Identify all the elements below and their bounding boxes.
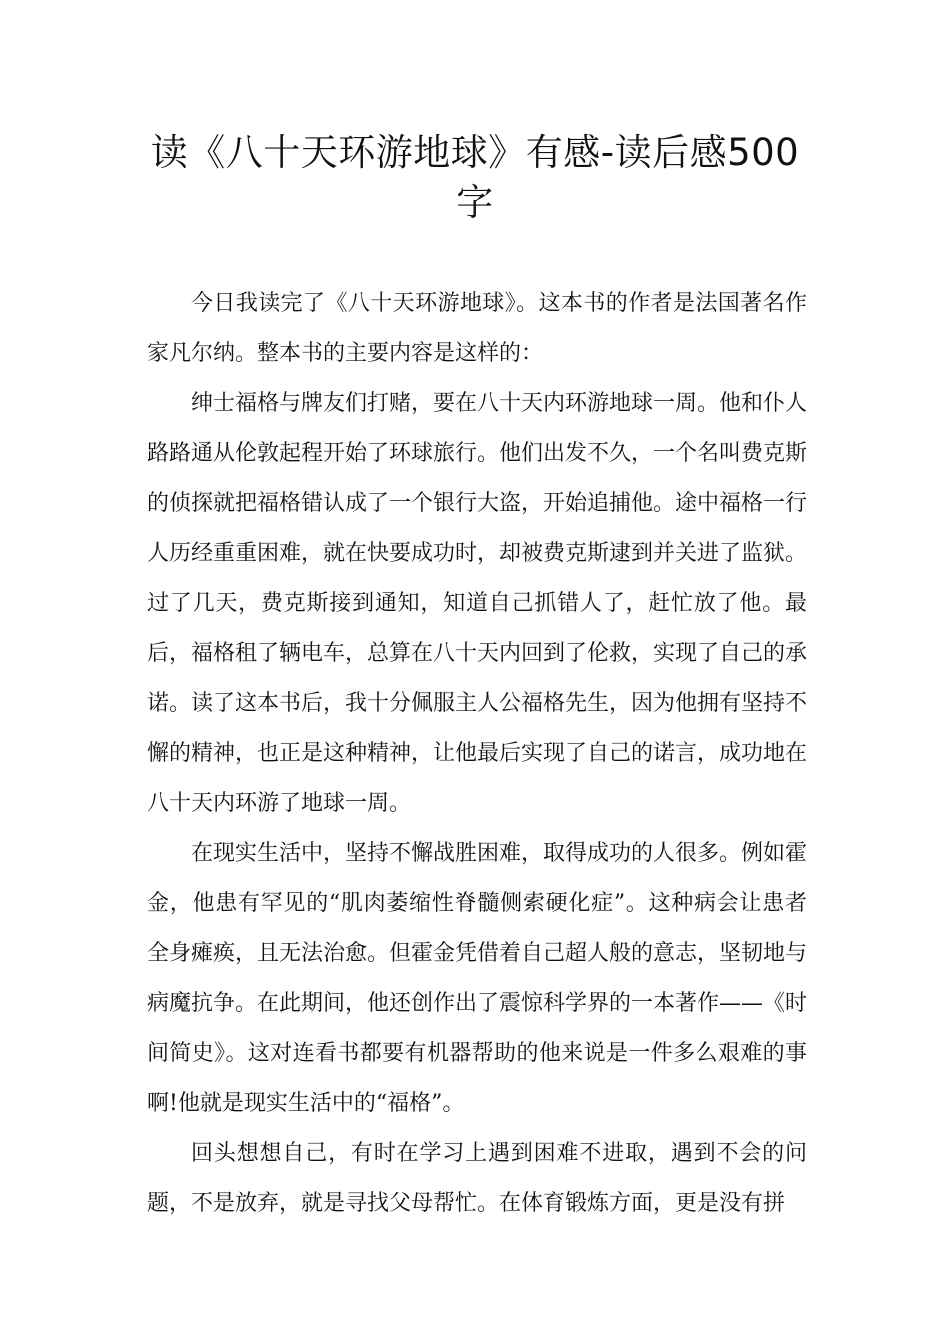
paragraph-summary: 绅士福格与牌友们打赌，要在八十天内环游地球一周。他和仆人路路通从伦敦起程开始了环球旅行。他们出发不久，一个名叫费克斯的侦探就把福格错认成了一个银行大盗，开始追捕他。途中福格一行人历经重重困难，就在快要成功时，却被费克斯逮到并关进了监狱。过了几天，费克斯接到通知，知道自己抓错人了，赶忙放了他。最后，福格租了辆电车，总算在八十天内回到了伦救，实现了自己的承诺。读了这本书后，我十分佩服主人公福格先生，因为他拥有坚持不懈的精神，也正是这种精神，让他最后实现了自己的诺言，成功地在八十天内环游了地球一周。 <box>147 391 808 816</box>
paragraph-hawking: 在现实生活中，坚持不懈战胜困难，取得成功的人很多。例如霍金，他患有罕见的“肌肉萎缩性脊髓侧索硬化症”。这种病会让患者全身瘫痪，且无法治愈。但霍金凭借着自己超人般的意志，坚韧地与病魔抗争。在此期间，他还创作出了震惊科学界的一本著作——《时间简史》。这对连看书都要有机器帮助的他来说是一件多么艰难的事啊!他就是现实生活中的“福格”。 <box>147 841 808 1116</box>
paragraph-reflection: 回头想想自己，有时在学习上遇到困难不进取，遇到不会的问题，不是放弃，就是寻找父母帮忙。在体育锻炼方面，更是没有拼 <box>147 1141 807 1216</box>
document-body <box>147 279 807 1229</box>
document-title: 读《八十天环游地球》有感-读后感500字 <box>150 131 800 224</box>
paragraph-intro: 今日我读完了《八十天环游地球》。这本书的作者是法国著名作家凡尔纳。整本书的主要内容是这样的： <box>147 291 807 366</box>
